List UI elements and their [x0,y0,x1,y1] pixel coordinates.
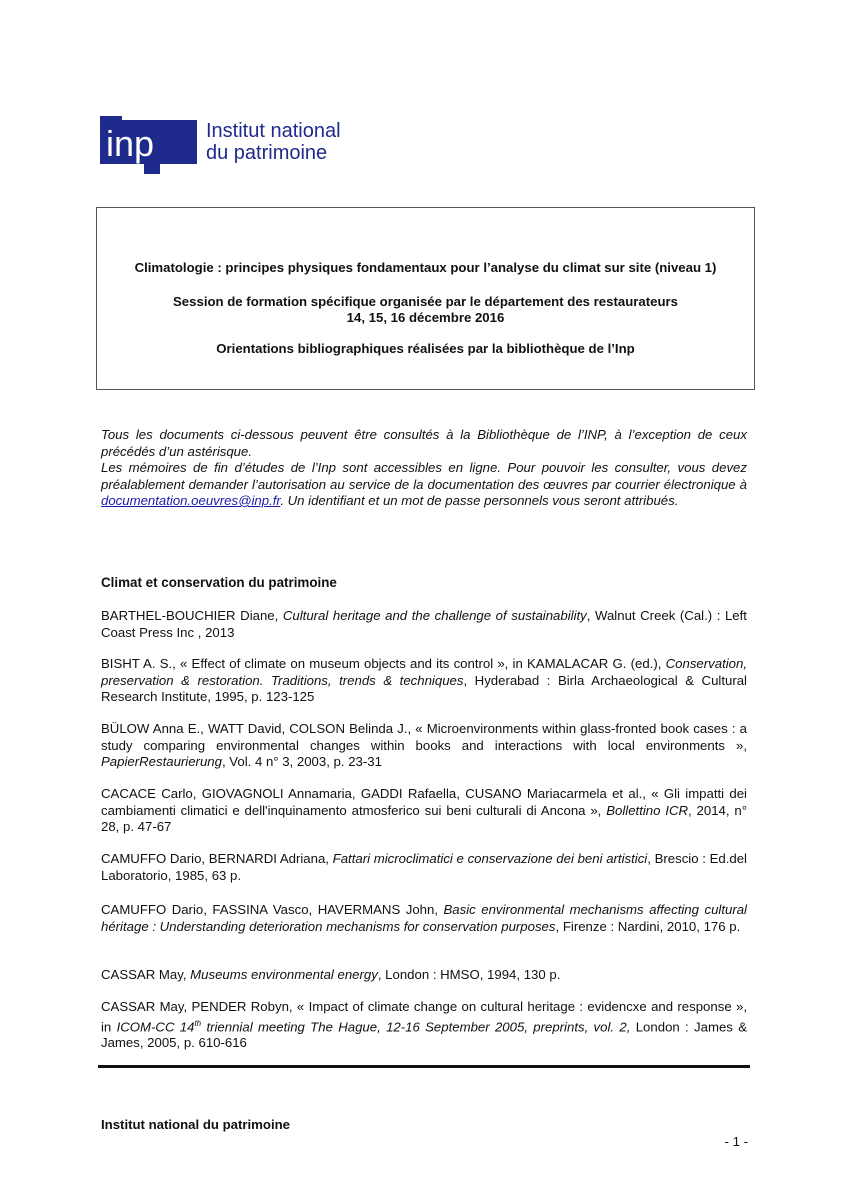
inp-logo-mark-icon [100,116,197,174]
logo-mark-text: inp [106,123,155,164]
reference-item: BISHT A. S., « Effect of climate on museum objects and its control », in KAMALACAR G. (ed.), Conservation, preservation & restoration. Traditions, trends & techniques, Hyderabad : Birla Archaeological & Cultural Research Institute, 1995, p. 123-125 [101,656,747,704]
logo-line-2: du patrimoine [206,142,328,164]
logo-wordmark [206,120,341,164]
page-number: - 1 - [724,1134,748,1149]
reference-item: BÜLOW Anna E., WATT David, COLSON Belinda J., « Microenvironments within glass-fronted book cases : a study comparing environmental changes within books and interactions with local environments », PapierRestaurierung, Vol. 4 n° 3, 2003, p. 23-31 [101,721,747,769]
intro-paragraph-2 [101,460,747,510]
inp-logo [100,116,365,176]
footer-divider [98,1065,750,1068]
section-heading: Climat et conservation du patrimoine [101,575,337,590]
footer-institution: Institut national du patrimoine [101,1117,291,1132]
documentation-email-link[interactable]: documentation.oeuvres@inp.fr [101,493,281,508]
bibliography-credit: Orientations bibliographiques réalisées par la bibliothèque de l’Inp [216,341,635,356]
reference-item: CASSAR May, Museums environmental energy, London : HMSO, 1994, 130 p. [101,967,561,982]
session-dates: 14, 15, 16 décembre 2016 [346,310,505,325]
intro-paragraph-1: Tous les documents ci-dessous peuvent être consultés à la Bibliothèque de l’INP, à l’exception de ceux précédés d’un astérisque. [101,427,747,459]
session-description: Session de formation spécifique organisée par le département des restaurateurs [173,294,678,309]
intro-p2-text: Les mémoires de fin d’études de l’Inp sont accessibles en ligne. Pour pouvoir les consulter, vous devez préalablement demander l’autorisation au service de la documentation des œuvres par courrier électronique à [101,460,747,492]
reference-item: CASSAR May, PENDER Robyn, « Impact of climate change on cultural heritage : evidencxe and response », in ICOM-CC 14th triennial meeting The Hague, 12-16 September 2005, preprints, vol. 2, London : James & James, 2005, p. 610-616 [101,999,747,1051]
title-box [96,207,755,390]
reference-item: CAMUFFO Dario, FASSINA Vasco, HAVERMANS John, Basic environmental mechanisms affecting cultural héritage : Understanding deterioration mechanisms for conservation purposes, Firenze : Nardini, 2010, 176 p. [101,902,747,934]
logo-line-1: Institut national [206,120,341,142]
reference-item: CACACE Carlo, GIOVAGNOLI Annamaria, GADDI Rafaella, CUSANO Mariacarmela et al., « Gli impatti dei cambiamenti climatici e dell'inquinamento atmosferico sui beni culturali di Ancona », Bollettino ICR, 2014, n° 28, p. 47-67 [101,786,747,834]
reference-item: CAMUFFO Dario, BERNARDI Adriana, Fattari microclimatici e conservazione dei beni artistici, Brescio : Ed.del Laboratorio, 1985, 63 p. [101,851,747,883]
course-title: Climatologie : principes physiques fondamentaux pour l’analyse du climat sur site (niveau 1) [134,260,717,275]
reference-item: BARTHEL-BOUCHIER Diane, Cultural heritage and the challenge of sustainability, Walnut Creek (Cal.) : Left Coast Press Inc , 2013 [101,608,747,640]
intro-text [101,427,747,510]
intro-p2-tail: . Un identifiant et un mot de passe personnels vous seront attribués. [280,493,679,508]
